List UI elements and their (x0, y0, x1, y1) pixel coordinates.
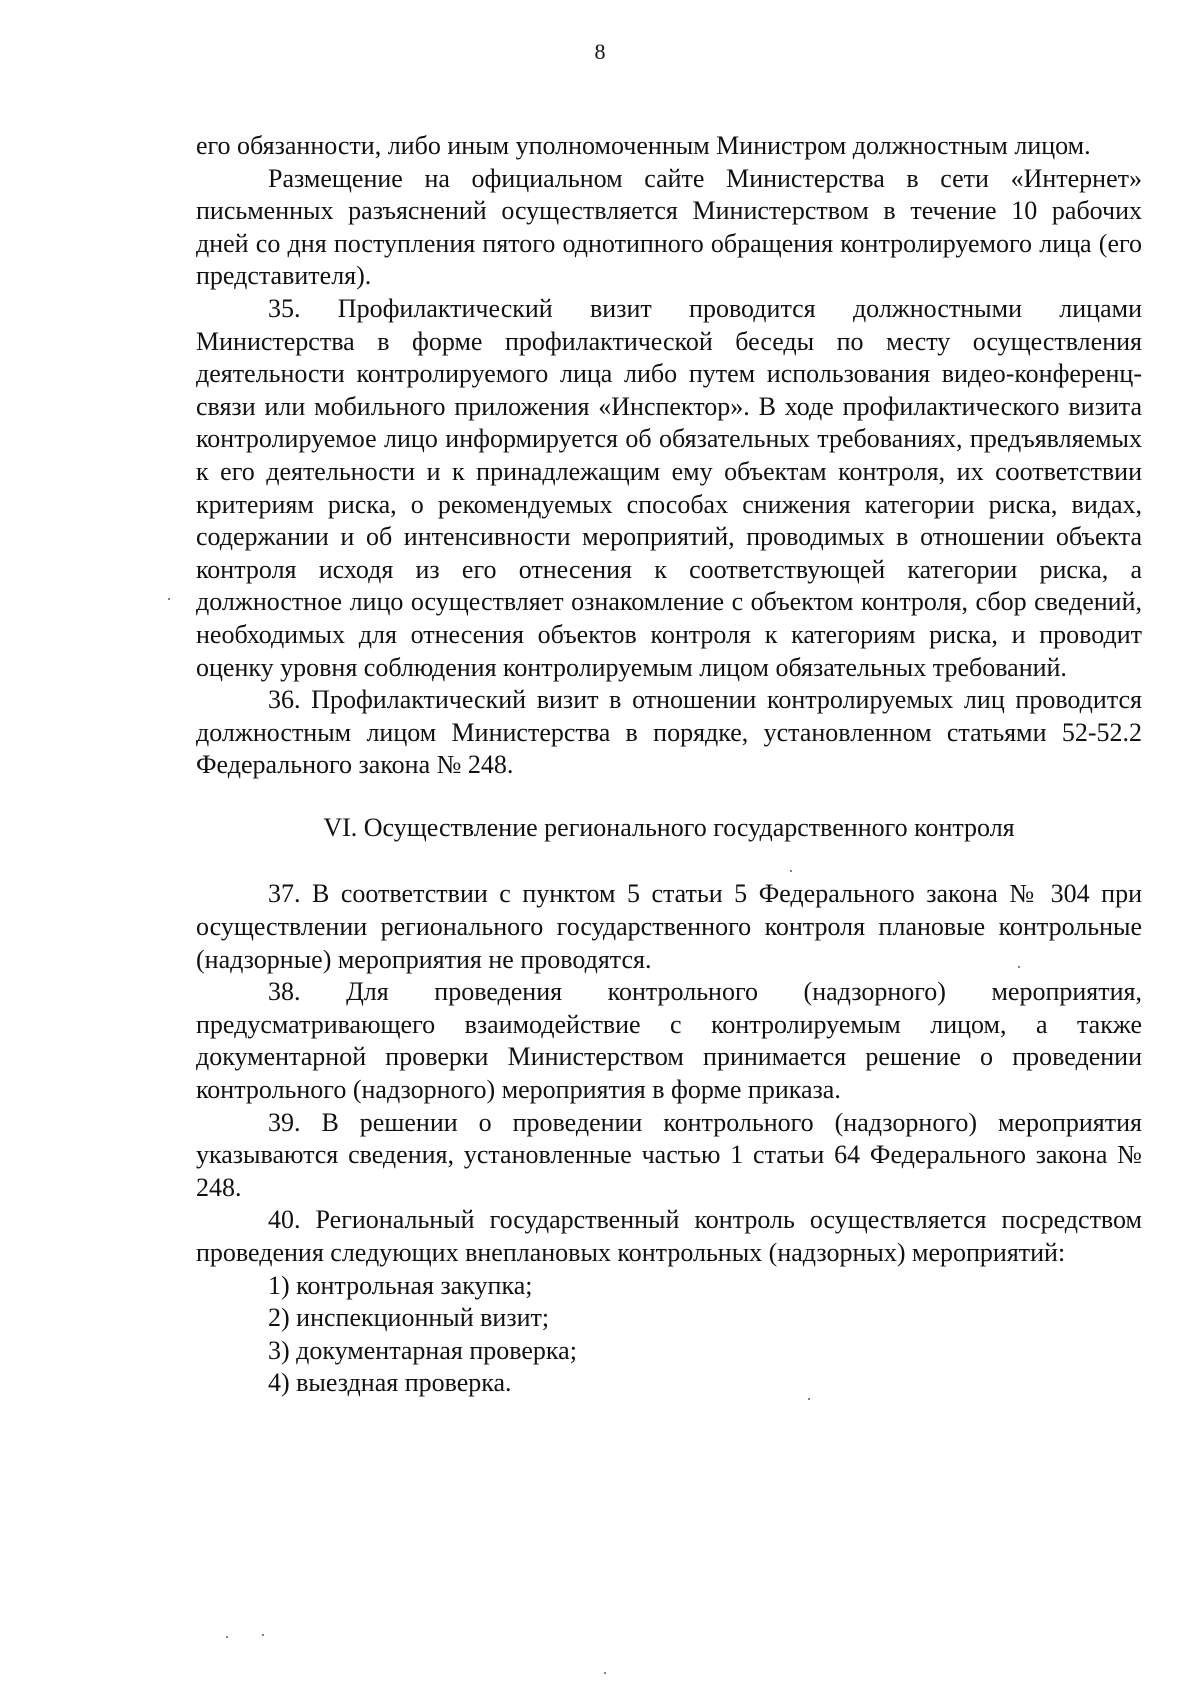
paragraph: 37. В соответствии с пунктом 5 статьи 5 Федерального закона № 304 при осуществлении регионального государственного контроля плановые контрольные (надзорные) мероприятия не проводятся. (196, 879, 1142, 974)
scan-speck (604, 1672, 606, 1674)
paragraphs-bottom (196, 878, 1142, 1269)
scan-speck (808, 1398, 810, 1400)
scan-speck (168, 598, 170, 600)
scan-speck (1018, 966, 1020, 968)
document-body (196, 130, 1142, 1400)
paragraph: его обязанности, либо иным уполномоченным Министром должностным лицом. (196, 131, 1091, 160)
scan-speck (790, 870, 792, 872)
list-item: 3) документарная проверка; (268, 1335, 577, 1365)
paragraph: Размещение на официальном сайте Министерства в сети «Интернет» письменных разъяснений осуществляется Министерством в течение 10 рабочих дней со дня поступления пятого однотипного обращения контролируемого лица (его представителя). (196, 163, 1142, 291)
page-number: 8 (594, 39, 606, 64)
measures-list (196, 1270, 1142, 1400)
scan-speck (226, 1636, 228, 1638)
paragraph: 40. Региональный государственный контроль осуществляется посредством проведения следующих внеплановых контрольных (надзорных) мероприятий: (196, 1205, 1142, 1267)
list-item: 2) инспекционный визит; (268, 1303, 550, 1333)
paragraph: 39. В решении о проведении контрольного (надзорного) мероприятия указываются сведения, установленные частью 1 статьи 64 Федерального закона № 248. (196, 1107, 1142, 1202)
paragraphs-top (196, 130, 1142, 782)
section-heading: VI. Осуществление регионального государственного контроля (323, 812, 1015, 842)
list-item: 1) контрольная закупка; (268, 1270, 533, 1300)
paragraph: 35. Профилактический визит проводится должностными лицами Министерства в форме профилактической беседы по месту осуществления деятельности контролируемого лица либо путем использования видео-конференц-связи или мобильного приложения «Инспектор». В ходе профилактического визита контролируемое лицо информируется об обязательных требованиях, предъявляемых к его деятельности и к принадлежащим ему объектам контроля, их соответствии критериям риска, о рекомендуемых способах снижения категории риска, видах, содержании и об интенсивности мероприятий, проводимых в отношении объекта контроля исходя из его отнесения к соответствующей категории риска, а должностное лицо осуществляет ознакомление с объектом контроля, сбор сведений, необходимых для отнесения объектов контроля к категориям риска, и проводит оценку уровня соблюдения контролируемым лицом обязательных требований. (196, 293, 1142, 682)
list-item: 4) выездная проверка. (268, 1368, 512, 1398)
scan-speck (262, 1634, 264, 1636)
paragraph: 36. Профилактический визит в отношении контролируемых лиц проводится должностным лицом Министерства в порядке, установленном статьями 52-52.2 Федерального закона № 248. (196, 685, 1142, 780)
paragraph: 38. Для проведения контрольного (надзорного) мероприятия, предусматривающего взаимодействие с контролируемым лицом, а также документарной проверки Министерством принимается решение о проведении контрольного (надзорного) мероприятия в форме приказа. (196, 977, 1142, 1105)
